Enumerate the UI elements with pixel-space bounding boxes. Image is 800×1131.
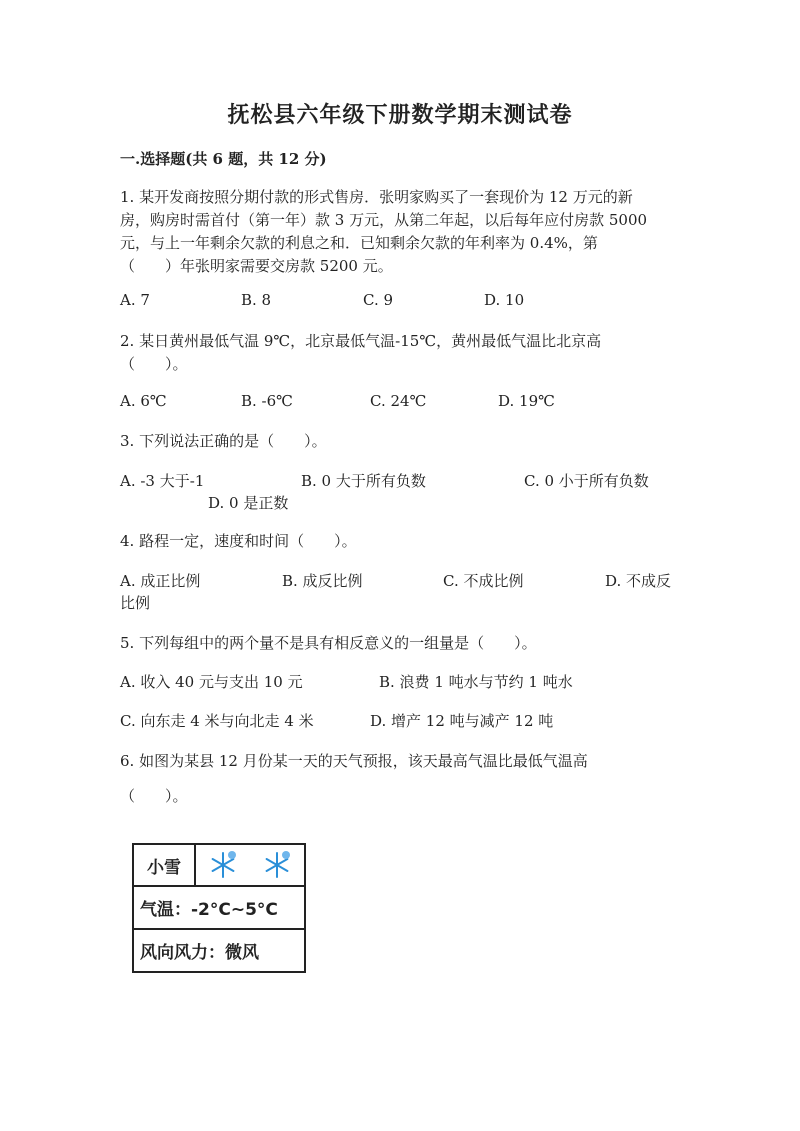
weather-condition-row [134, 845, 304, 887]
question-4-option-c: C. 不成比例 [443, 572, 524, 590]
weather-temperature-row [134, 887, 304, 930]
question-6-line-1: 6. 如图为某县 12 月份某一天的天气预报，该天最高气温比最低气温高 [120, 752, 588, 770]
page-title: 抚松县六年级下册数学期末测试卷 [227, 102, 573, 128]
question-1-line-1: 1. 某开发商按照分期付款的形式售房．张明家购买了一套现价为 12 万元的新 [120, 188, 633, 206]
question-5-option-a: A. 收入 40 元与支出 10 元 [120, 673, 303, 691]
question-4-option-d-continued: 比例 [120, 594, 151, 612]
question-2-option-c: C. 24℃ [370, 392, 427, 410]
question-1-line-4: （ ）年张明家需要交房款 5200 元。 [120, 257, 393, 275]
question-4-line-1: 4. 路程一定，速度和时间（ ）。 [120, 532, 357, 550]
question-3-line-1: 3. 下列说法正确的是（ ）。 [120, 432, 327, 450]
question-2-option-d: D. 19℃ [498, 392, 555, 410]
question-1-option-b: B. 8 [241, 291, 272, 309]
question-5-line-1: 5. 下列每组中的两个量不是具有相反意义的一组量是（ ）。 [120, 634, 537, 652]
question-1-option-a: A. 7 [120, 291, 150, 309]
weather-condition-label: 小雪 [134, 845, 196, 885]
question-5-option-d: D. 增产 12 吨与减产 12 吨 [370, 712, 554, 730]
question-3-option-c: C. 0 小于所有负数 [524, 472, 649, 490]
weather-wind-row [134, 930, 304, 971]
question-5-option-b: B. 浪费 1 吨水与节约 1 吨水 [379, 673, 573, 691]
weather-temperature: 气温：-2°C~5°C [140, 900, 278, 920]
question-2-option-b: B. -6℃ [241, 392, 293, 410]
question-3-option-d: D. 0 是正数 [208, 494, 289, 512]
question-1-option-c: C. 9 [363, 291, 394, 309]
section-heading: 一.选择题(共 6 题，共 12 分) [120, 150, 327, 168]
snow-icons [196, 845, 304, 885]
question-2-option-a: A. 6℃ [120, 392, 167, 410]
weather-wind: 风向风力：微风 [140, 943, 259, 963]
question-4-option-a: A. 成正比例 [120, 572, 201, 590]
question-2-line-2: （ ）。 [120, 355, 188, 373]
question-2-line-1: 2. 某日黄州最低气温 9℃，北京最低气温-15℃，黄州最低气温比北京高 [120, 332, 602, 350]
weather-forecast-figure [132, 843, 306, 973]
question-3-option-a: A. -3 大于-1 [120, 472, 205, 490]
snowflake-icon [260, 848, 294, 882]
question-4-option-b: B. 成反比例 [282, 572, 363, 590]
question-6-line-2: （ ）。 [120, 787, 188, 805]
snowflake-icon [206, 848, 240, 882]
question-4-option-d: D. 不成反 [605, 572, 672, 590]
question-1-option-d: D. 10 [484, 291, 525, 309]
question-5-option-c: C. 向东走 4 米与向北走 4 米 [120, 712, 314, 730]
question-1-line-2: 房，购房时需首付（第一年）款 3 万元，从第二年起，以后每年应付房款 5000 [120, 211, 648, 229]
question-1-line-3: 元，与上一年剩余欠款的利息之和．已知剩余欠款的年利率为 0.4%，第 [120, 234, 598, 252]
question-3-option-b: B. 0 大于所有负数 [301, 472, 426, 490]
